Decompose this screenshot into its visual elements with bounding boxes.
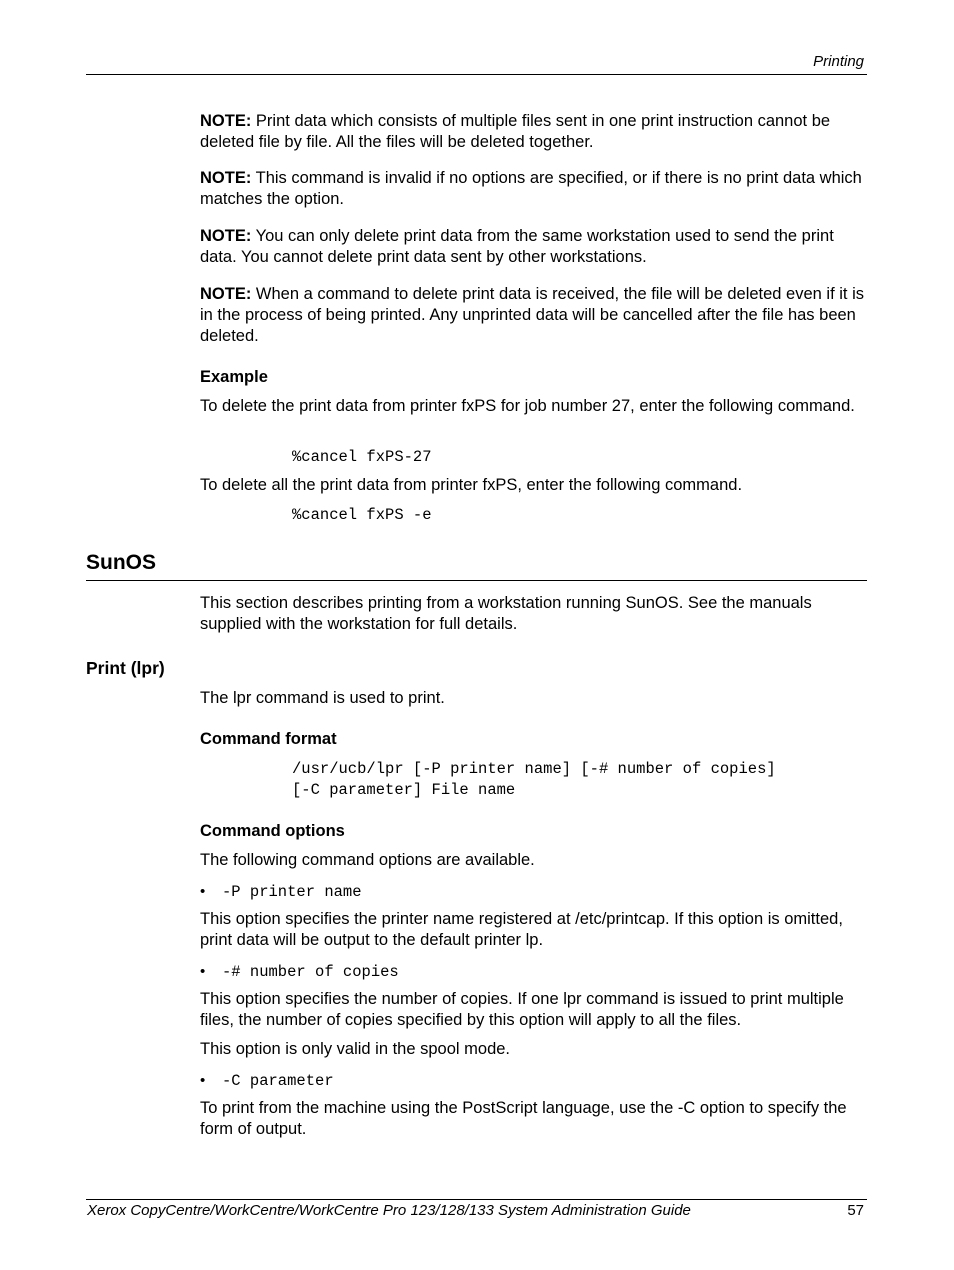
option-flag: -P printer name [222,883,362,901]
note-2 [200,168,868,210]
bullet-icon: • [200,883,206,900]
subsection-title-print-lpr: Print (lpr) [86,658,165,678]
footer-title: Xerox CopyCentre/WorkCentre/WorkCentre Pro 123/128/133 System Administration Guide [87,1202,691,1219]
option-bullet [200,1070,334,1092]
note-3 [200,226,868,268]
note-text: Print data which consists of multiple files sent in one print instruction cannot be deleted file by file. All the files will be deleted together. [200,112,831,151]
header-rule [86,74,867,75]
command-options-intro: The following command options are available. [200,851,535,869]
note-text: When a command to delete print data is received, the file will be deleted even if it is in the process of being printed. Any unprinted data will be cancelled after the file has been deleted. [200,285,865,345]
option-description: This option specifies the printer name registered at /etc/printcap. If this option is omitted, print data will be output to the default printer lp. [200,910,843,949]
note-label: NOTE: [200,285,252,303]
option-flag: -# number of copies [222,963,399,981]
example-intro-1: To delete the print data from printer fxPS for job number 27, enter the following command. [200,397,855,415]
option-bullet [200,881,362,903]
command-options-heading: Command options [200,822,345,840]
command-format-heading: Command format [200,730,337,748]
note-label: NOTE: [200,169,252,187]
example-heading: Example [200,368,268,386]
bullet-icon: • [200,963,206,980]
section-rule [86,580,867,581]
note-4 [200,284,868,347]
bullet-icon: • [200,1072,206,1089]
lpr-intro: The lpr command is used to print. [200,689,445,707]
note-label: NOTE: [200,112,252,130]
section-title-sunos: SunOS [86,551,157,574]
option-note: This option is only valid in the spool mode. [200,1040,511,1058]
running-header: Printing [813,53,864,70]
option-description: To print from the machine using the PostScript language, use the -C option to specify the form of output. [200,1099,847,1138]
example-code-2: %cancel fxPS -e [292,506,432,524]
example-code-1: %cancel fxPS-27 [292,448,432,466]
note-text: This command is invalid if no options are specified, or if there is no print data which matches the option. [200,169,862,208]
note-1 [200,111,868,153]
option-bullet [200,961,399,983]
example-intro-2: To delete all the print data from printer fxPS, enter the following command. [200,476,743,494]
command-format-line-2: [-C parameter] File name [292,781,516,799]
footer-rule [86,1199,867,1200]
note-label: NOTE: [200,227,252,245]
note-text: You can only delete print data from the same workstation used to send the print data. You cannot delete print data sent by other workstations. [200,227,834,266]
option-flag: -C parameter [222,1072,334,1090]
sunos-intro: This section describes printing from a workstation running SunOS. See the manuals supplied with the workstation for full details. [200,594,812,633]
command-format-line-1: /usr/ucb/lpr [-P printer name] [-# number of copies] [292,760,776,778]
option-description: This option specifies the number of copies. If one lpr command is issued to print multiple files, the number of copies specified by this option will apply to all the files. [200,990,844,1029]
page-number: 57 [847,1202,864,1219]
